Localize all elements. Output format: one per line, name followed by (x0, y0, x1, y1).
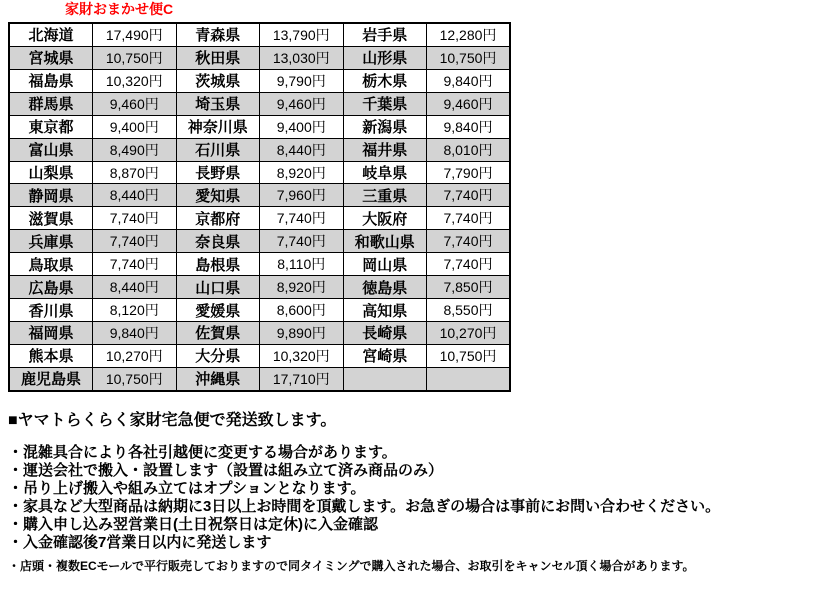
table-row (9, 322, 510, 345)
prefecture-cell: 岩手県 (343, 23, 427, 46)
prefecture-cell: 愛媛県 (176, 299, 260, 322)
price-cell: 7,740円 (427, 184, 511, 207)
shipping-method-title: 家財おまかせ便C (65, 1, 174, 17)
prefecture-cell: 北海道 (9, 23, 93, 46)
price-cell: 10,750円 (93, 46, 177, 69)
price-cell: 7,960円 (260, 184, 344, 207)
price-cell: 8,600円 (260, 299, 344, 322)
prefecture-cell: 香川県 (9, 299, 93, 322)
price-cell: 9,400円 (260, 115, 344, 138)
price-cell: 8,870円 (93, 161, 177, 184)
table-row (9, 69, 510, 92)
price-cell: 9,460円 (427, 92, 511, 115)
price-cell: 10,750円 (93, 367, 177, 391)
prefecture-cell (343, 367, 427, 391)
prefecture-cell: 東京都 (9, 115, 93, 138)
prefecture-cell: 広島県 (9, 276, 93, 299)
price-cell (427, 367, 511, 391)
prefecture-cell: 長野県 (176, 161, 260, 184)
table-row (9, 115, 510, 138)
price-cell: 10,270円 (93, 344, 177, 367)
prefecture-cell: 宮崎県 (343, 344, 427, 367)
price-cell: 7,740円 (93, 207, 177, 230)
table-row (9, 299, 510, 322)
price-cell: 8,010円 (427, 138, 511, 161)
price-cell: 13,790円 (260, 23, 344, 46)
prefecture-cell: 宮城県 (9, 46, 93, 69)
prefecture-cell: 高知県 (343, 299, 427, 322)
prefecture-cell: 富山県 (9, 138, 93, 161)
price-cell: 9,840円 (427, 69, 511, 92)
notes-heading: ■ヤマトらくらく家財宅急便で発送致します。 (8, 412, 337, 429)
prefecture-cell: 三重県 (343, 184, 427, 207)
shipping-notes (8, 412, 818, 573)
price-cell: 8,490円 (93, 138, 177, 161)
prefecture-cell: 兵庫県 (9, 230, 93, 253)
prefecture-cell: 栃木県 (343, 69, 427, 92)
note-item: ・混雑具合により各社引越便に変更する場合があります。 (8, 444, 397, 461)
price-cell: 17,710円 (260, 367, 344, 391)
table-row (9, 344, 510, 367)
prefecture-cell: 神奈川県 (176, 115, 260, 138)
prefecture-cell: 佐賀県 (176, 322, 260, 345)
prefecture-cell: 大阪府 (343, 207, 427, 230)
table-row (9, 367, 510, 391)
price-cell: 10,320円 (260, 344, 344, 367)
prefecture-cell: 愛知県 (176, 184, 260, 207)
table-row (9, 23, 510, 46)
price-cell: 7,740円 (427, 230, 511, 253)
table-row (9, 276, 510, 299)
note-item: ・吊り上げ搬入や組み立てはオプションとなります。 (8, 480, 366, 497)
table-row (9, 207, 510, 230)
shipping-fee-table (8, 22, 511, 392)
notes-fine-print: ・店頭・複数ECモールで平行販売しておりますので同タイミングで購入された場合、お取引をキャンセル頂く場合があります。 (8, 559, 695, 573)
prefecture-cell: 山梨県 (9, 161, 93, 184)
table-row (9, 253, 510, 276)
price-cell: 10,320円 (93, 69, 177, 92)
price-cell: 8,440円 (93, 276, 177, 299)
price-cell: 10,750円 (427, 344, 511, 367)
price-cell: 8,440円 (260, 138, 344, 161)
price-cell: 8,920円 (260, 161, 344, 184)
prefecture-cell: 奈良県 (176, 230, 260, 253)
price-cell: 7,740円 (260, 207, 344, 230)
prefecture-cell: 熊本県 (9, 344, 93, 367)
prefecture-cell: 岡山県 (343, 253, 427, 276)
price-cell: 7,740円 (427, 207, 511, 230)
prefecture-cell: 福島県 (9, 69, 93, 92)
note-item: ・購入申し込み翌営業日(土日祝祭日は定休)に入金確認 (8, 516, 378, 533)
table-row (9, 184, 510, 207)
price-cell: 9,840円 (427, 115, 511, 138)
price-cell: 10,270円 (427, 322, 511, 345)
prefecture-cell: 新潟県 (343, 115, 427, 138)
price-cell: 9,790円 (260, 69, 344, 92)
note-item: ・運送会社で搬入・設置します（設置は組み立て済み商品のみ） (8, 462, 444, 479)
price-cell: 8,440円 (93, 184, 177, 207)
note-item: ・家具など大型商品は納期に3日以上お時間を頂戴します。お急ぎの場合は事前にお問い合わせください。 (8, 498, 721, 515)
prefecture-cell: 和歌山県 (343, 230, 427, 253)
prefecture-cell: 大分県 (176, 344, 260, 367)
table-row (9, 138, 510, 161)
prefecture-cell: 秋田県 (176, 46, 260, 69)
price-cell: 7,740円 (93, 253, 177, 276)
price-cell: 12,280円 (427, 23, 511, 46)
table-row (9, 161, 510, 184)
prefecture-cell: 静岡県 (9, 184, 93, 207)
prefecture-cell: 石川県 (176, 138, 260, 161)
prefecture-cell: 徳島県 (343, 276, 427, 299)
prefecture-cell: 岐阜県 (343, 161, 427, 184)
price-cell: 7,740円 (427, 253, 511, 276)
prefecture-cell: 鹿児島県 (9, 367, 93, 391)
price-cell: 9,400円 (93, 115, 177, 138)
prefecture-cell: 山形県 (343, 46, 427, 69)
price-cell: 8,550円 (427, 299, 511, 322)
price-cell: 17,490円 (93, 23, 177, 46)
price-cell: 8,110円 (260, 253, 344, 276)
shipping-fee-table-body (9, 23, 510, 391)
prefecture-cell: 沖縄県 (176, 367, 260, 391)
table-row (9, 46, 510, 69)
prefecture-cell: 群馬県 (9, 92, 93, 115)
prefecture-cell: 京都府 (176, 207, 260, 230)
prefecture-cell: 福岡県 (9, 322, 93, 345)
price-cell: 9,460円 (93, 92, 177, 115)
note-item: ・入金確認後7営業日以内に発送します (8, 534, 272, 551)
prefecture-cell: 埼玉県 (176, 92, 260, 115)
price-cell: 9,890円 (260, 322, 344, 345)
price-cell: 9,840円 (93, 322, 177, 345)
price-cell: 7,850円 (427, 276, 511, 299)
prefecture-cell: 茨城県 (176, 69, 260, 92)
prefecture-cell: 青森県 (176, 23, 260, 46)
price-cell: 8,920円 (260, 276, 344, 299)
notes-bullet-list (8, 444, 818, 552)
prefecture-cell: 山口県 (176, 276, 260, 299)
price-cell: 7,740円 (93, 230, 177, 253)
table-row (9, 230, 510, 253)
price-cell: 7,790円 (427, 161, 511, 184)
prefecture-cell: 長崎県 (343, 322, 427, 345)
price-cell: 8,120円 (93, 299, 177, 322)
table-row (9, 92, 510, 115)
prefecture-cell: 鳥取県 (9, 253, 93, 276)
price-cell: 13,030円 (260, 46, 344, 69)
price-cell: 9,460円 (260, 92, 344, 115)
prefecture-cell: 島根県 (176, 253, 260, 276)
prefecture-cell: 滋賀県 (9, 207, 93, 230)
prefecture-cell: 千葉県 (343, 92, 427, 115)
price-cell: 7,740円 (260, 230, 344, 253)
prefecture-cell: 福井県 (343, 138, 427, 161)
price-cell: 10,750円 (427, 46, 511, 69)
